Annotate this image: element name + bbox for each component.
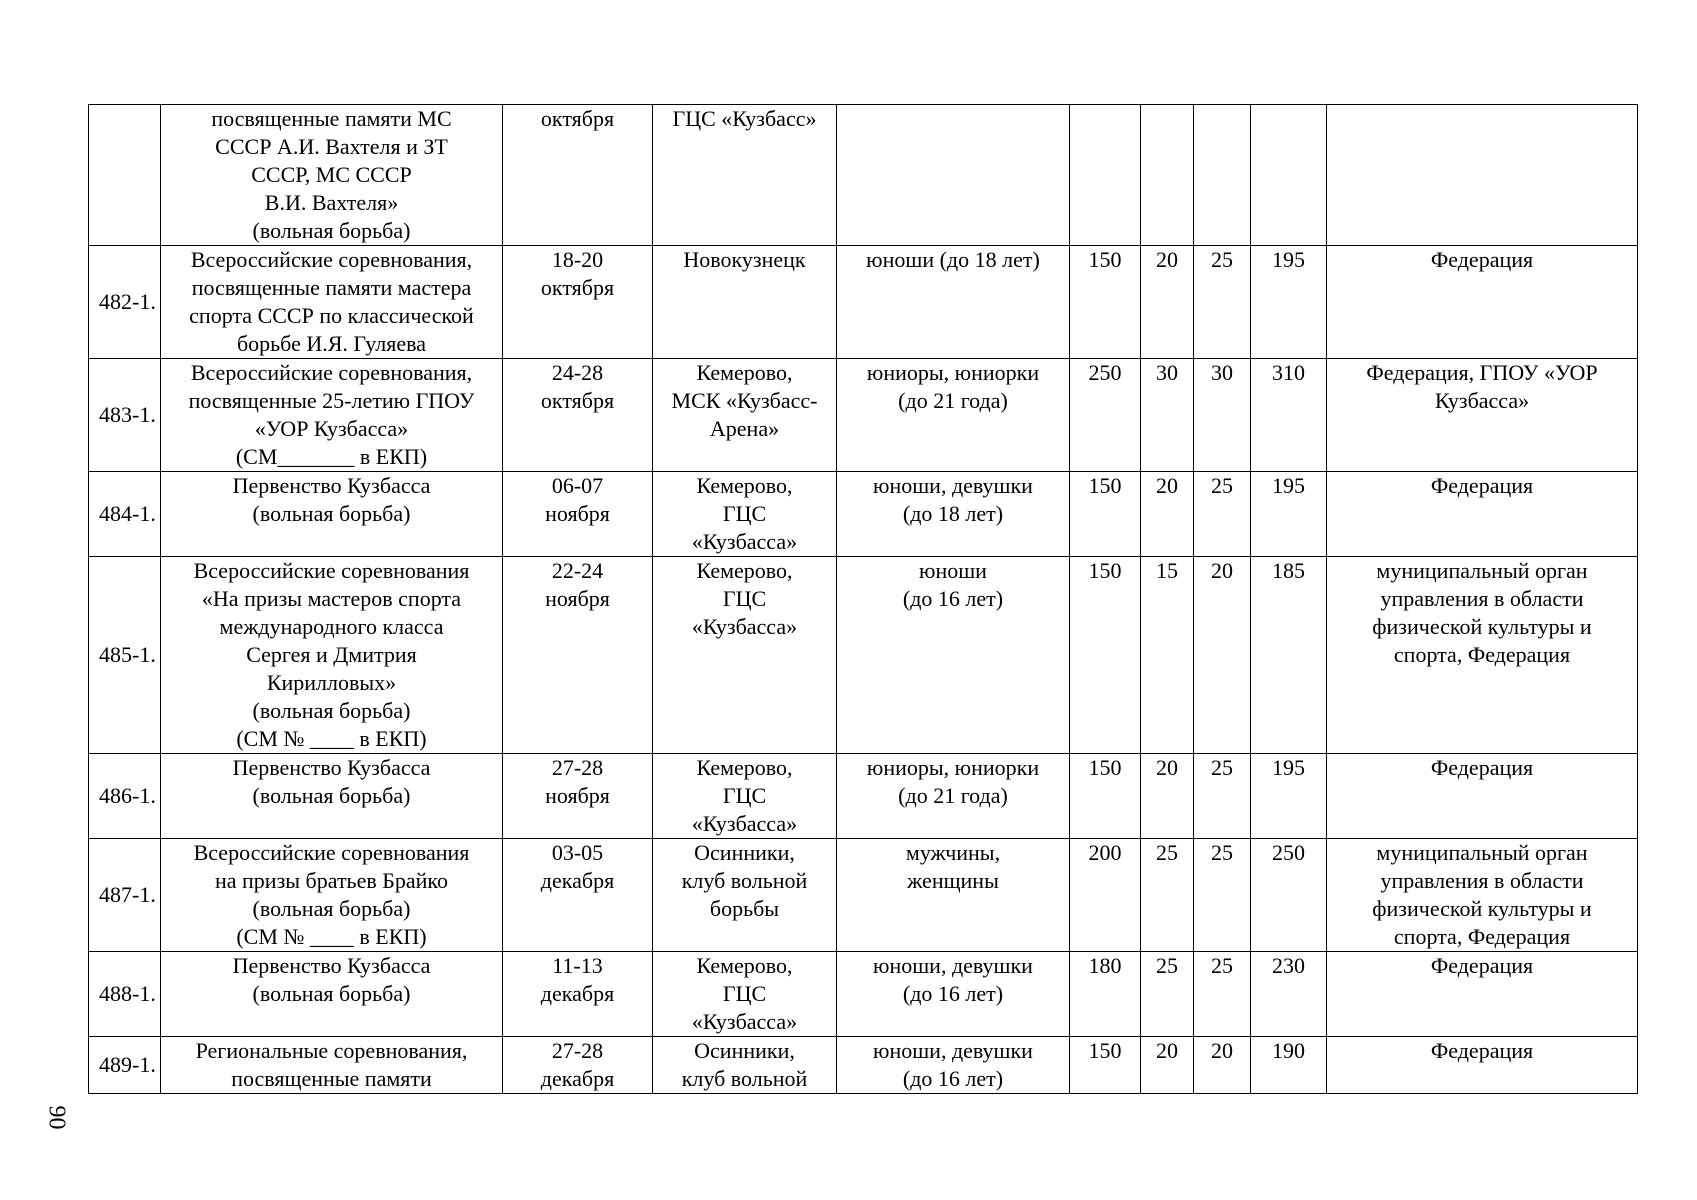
event-name-line: Первенство Кузбасса xyxy=(232,755,431,780)
count-total-cell xyxy=(1251,839,1327,952)
count-coaches-cell xyxy=(1141,754,1194,839)
count-coaches: 25 xyxy=(1156,953,1178,978)
event-name-cell xyxy=(161,246,503,359)
event-name-line: на призы братьев Брайко xyxy=(215,868,448,893)
count-athletes-cell xyxy=(1070,1037,1141,1094)
event-place-line: ГЦС xyxy=(722,586,767,611)
event-place-line: Кемерово, xyxy=(696,953,793,978)
event-place-line: клуб вольной xyxy=(681,1066,808,1091)
count-coaches-cell xyxy=(1141,472,1194,557)
table-row xyxy=(89,472,1638,557)
count-total-cell xyxy=(1251,1037,1327,1094)
table-row xyxy=(89,359,1638,472)
event-organizer-cell xyxy=(1327,246,1638,359)
event-name-line: «На призы мастеров спорта xyxy=(201,586,462,611)
count-coaches: 20 xyxy=(1156,1038,1178,1063)
row-number-cell xyxy=(89,1037,161,1094)
event-participants-line: юноши, девушки xyxy=(873,1038,1033,1063)
event-participants-line: женщины xyxy=(907,868,999,893)
event-name-line: посвященные 25-летию ГПОУ xyxy=(188,388,475,413)
event-name-line: Региональные соревнования, xyxy=(195,1038,468,1063)
event-name-line: Сергея и Дмитрия xyxy=(246,642,417,667)
row-number-cell xyxy=(89,246,161,359)
event-participants-line: юниоры, юниорки xyxy=(866,755,1040,780)
count-total: 190 xyxy=(1272,1038,1305,1063)
event-dates-cell xyxy=(503,952,653,1037)
event-name-line: (вольная борьба) xyxy=(252,981,411,1006)
event-place-line: Новокузнецк xyxy=(683,247,806,272)
event-name-cell xyxy=(161,839,503,952)
count-athletes: 250 xyxy=(1088,360,1122,385)
event-organizer-cell xyxy=(1327,1037,1638,1094)
event-organizer-line: физической культуры и xyxy=(1372,896,1592,921)
event-dates-cell xyxy=(503,105,653,246)
event-participants-line: юноши (до 18 лет) xyxy=(866,247,1040,272)
event-participants-cell xyxy=(837,839,1070,952)
event-place-cell xyxy=(653,359,837,472)
event-dates-line: ноября xyxy=(545,586,610,611)
count-athletes-cell xyxy=(1070,359,1141,472)
event-name-line: Всероссийские соревнования xyxy=(193,840,470,865)
event-organizer-line: управления в области xyxy=(1380,868,1584,893)
count-coaches: 30 xyxy=(1156,360,1178,385)
event-dates-cell xyxy=(503,1037,653,1094)
row-number: 489-1. xyxy=(99,1052,156,1077)
event-name-line: посвященные памяти МС xyxy=(211,106,452,131)
event-organizer-line: Федерация, ГПОУ «УОР xyxy=(1366,360,1598,385)
event-place-cell xyxy=(653,246,837,359)
event-dates-line: 03-05 xyxy=(551,840,604,865)
event-place-line: Осинники, xyxy=(694,1038,795,1063)
count-judges: 20 xyxy=(1211,1038,1233,1063)
event-name-line: Всероссийские соревнования, xyxy=(190,247,473,272)
count-coaches: 25 xyxy=(1156,840,1178,865)
event-participants-line: (до 16 лет) xyxy=(902,1066,1004,1091)
event-organizer-cell xyxy=(1327,839,1638,952)
event-place-line: «Кузбасса» xyxy=(691,811,798,836)
event-name-line: борьбе И.Я. Гуляева xyxy=(236,331,427,356)
event-dates-line: декабря xyxy=(540,868,615,893)
event-dates-cell xyxy=(503,246,653,359)
count-judges-cell xyxy=(1194,359,1251,472)
event-place-cell xyxy=(653,952,837,1037)
table-row xyxy=(89,952,1638,1037)
count-judges: 20 xyxy=(1211,558,1233,583)
event-dates-line: 11-13 xyxy=(552,953,603,978)
event-name-line: (вольная борьба) xyxy=(252,783,411,808)
event-name-cell xyxy=(161,1037,503,1094)
count-athletes: 150 xyxy=(1088,755,1122,780)
row-number: 488-1. xyxy=(99,981,156,1006)
count-coaches: 20 xyxy=(1156,473,1178,498)
count-judges-cell xyxy=(1194,557,1251,754)
count-judges-cell xyxy=(1194,754,1251,839)
row-number-cell xyxy=(89,557,161,754)
event-name-line: (вольная борьба) xyxy=(252,698,411,723)
count-total-cell xyxy=(1251,246,1327,359)
event-participants-line: (до 16 лет) xyxy=(902,981,1004,1006)
event-dates-line: ноября xyxy=(545,783,610,808)
event-place-cell xyxy=(653,557,837,754)
event-participants-cell xyxy=(837,246,1070,359)
count-coaches-cell xyxy=(1141,952,1194,1037)
page-number: 90 xyxy=(43,1105,70,1130)
count-judges: 25 xyxy=(1211,247,1233,272)
count-total: 195 xyxy=(1272,473,1305,498)
count-total: 195 xyxy=(1272,755,1305,780)
event-dates-line: декабря xyxy=(540,1066,615,1091)
event-organizer-cell xyxy=(1327,557,1638,754)
event-name-line: Всероссийские соревнования xyxy=(193,558,470,583)
event-participants-cell xyxy=(837,105,1070,246)
event-dates-line: 22-24 xyxy=(551,558,604,583)
event-dates-line: 06-07 xyxy=(551,473,604,498)
event-name-line: СССР А.И. Вахтеля и ЗТ xyxy=(215,134,448,159)
count-athletes: 150 xyxy=(1088,558,1122,583)
event-place-line: ГЦС xyxy=(722,783,767,808)
row-number: 485-1. xyxy=(99,642,156,667)
event-place-line: Арена» xyxy=(709,416,780,441)
count-coaches: 15 xyxy=(1156,558,1178,583)
event-place-line: ГЦС xyxy=(722,981,767,1006)
count-judges-cell xyxy=(1194,839,1251,952)
event-name-line: «УОР Кузбасса» xyxy=(254,416,409,441)
event-name-line: (СМ № ____ в ЕКП) xyxy=(236,726,427,751)
event-dates-line: октября xyxy=(540,388,615,413)
event-organizer-cell xyxy=(1327,754,1638,839)
event-organizer-line: спорта, Федерация xyxy=(1393,642,1571,667)
table-row xyxy=(89,1037,1638,1094)
event-place-cell xyxy=(653,839,837,952)
count-total: 185 xyxy=(1272,558,1305,583)
event-dates-cell xyxy=(503,557,653,754)
count-judges: 25 xyxy=(1211,953,1233,978)
count-athletes-cell xyxy=(1070,472,1141,557)
row-number-cell xyxy=(89,105,161,246)
count-athletes-cell xyxy=(1070,557,1141,754)
row-number: 482-1. xyxy=(99,289,156,314)
event-organizer-line: спорта, Федерация xyxy=(1393,924,1571,949)
event-place-line: ГЦС xyxy=(722,501,767,526)
event-participants-line: мужчины, xyxy=(905,840,1001,865)
row-number-cell xyxy=(89,952,161,1037)
event-dates-line: декабря xyxy=(540,981,615,1006)
event-organizer-line: Федерация xyxy=(1430,953,1534,978)
event-place-line: ГЦС «Кузбасс» xyxy=(672,106,817,131)
table-row xyxy=(89,246,1638,359)
event-dates-line: 18-20 xyxy=(551,247,604,272)
event-participants-cell xyxy=(837,359,1070,472)
count-judges: 25 xyxy=(1211,473,1233,498)
event-organizer-line: муниципальный орган xyxy=(1376,558,1588,583)
event-dates-cell xyxy=(503,472,653,557)
row-number-cell xyxy=(89,839,161,952)
events-table-body xyxy=(89,105,1638,1094)
row-number: 484-1. xyxy=(99,501,156,526)
event-organizer-line: Кузбасса» xyxy=(1434,388,1530,413)
count-coaches-cell xyxy=(1141,359,1194,472)
event-organizer-cell xyxy=(1327,952,1638,1037)
event-name-cell xyxy=(161,557,503,754)
event-name-cell xyxy=(161,952,503,1037)
event-place-line: Кемерово, xyxy=(696,473,793,498)
count-athletes-cell xyxy=(1070,839,1141,952)
count-total: 250 xyxy=(1272,840,1305,865)
event-place-line: Кемерово, xyxy=(696,755,793,780)
event-organizer-line: управления в области xyxy=(1380,586,1584,611)
event-place-cell xyxy=(653,105,837,246)
event-organizer-line: Федерация xyxy=(1430,247,1534,272)
event-dates-cell xyxy=(503,754,653,839)
count-total-cell xyxy=(1251,557,1327,754)
event-dates-cell xyxy=(503,359,653,472)
event-dates-line: 27-28 xyxy=(551,755,604,780)
event-name-line: (вольная борьба) xyxy=(252,501,411,526)
event-organizer-line: физической культуры и xyxy=(1372,614,1592,639)
event-name-cell xyxy=(161,359,503,472)
event-participants-line: (до 16 лет) xyxy=(902,586,1004,611)
event-dates-cell xyxy=(503,839,653,952)
row-number-cell xyxy=(89,359,161,472)
event-name-line: Первенство Кузбасса xyxy=(232,473,431,498)
count-total-cell xyxy=(1251,754,1327,839)
event-place-line: «Кузбасса» xyxy=(691,1009,798,1034)
event-place-cell xyxy=(653,1037,837,1094)
count-total-cell xyxy=(1251,952,1327,1037)
event-name-line: международного класса xyxy=(219,614,444,639)
count-coaches-cell xyxy=(1141,246,1194,359)
event-organizer-cell xyxy=(1327,105,1638,246)
event-participants-line: юниоры, юниорки xyxy=(866,360,1040,385)
event-place-cell xyxy=(653,754,837,839)
row-number: 483-1. xyxy=(99,402,156,427)
count-total: 230 xyxy=(1272,953,1305,978)
event-organizer-cell xyxy=(1327,472,1638,557)
count-judges-cell xyxy=(1194,1037,1251,1094)
count-coaches: 20 xyxy=(1156,247,1178,272)
event-name-line: В.И. Вахтеля» xyxy=(264,190,399,215)
count-coaches-cell xyxy=(1141,1037,1194,1094)
event-name-line: Кирилловых» xyxy=(266,670,397,695)
event-name-cell xyxy=(161,472,503,557)
count-athletes: 200 xyxy=(1088,840,1122,865)
table-row xyxy=(89,557,1638,754)
count-coaches-cell xyxy=(1141,839,1194,952)
event-dates-line: 24-28 xyxy=(551,360,604,385)
event-dates-line: 27-28 xyxy=(551,1038,604,1063)
event-name-line: посвященные памяти xyxy=(231,1066,432,1091)
count-athletes: 150 xyxy=(1088,1038,1122,1063)
event-name-line: Первенство Кузбасса xyxy=(232,953,431,978)
row-number: 487-1. xyxy=(99,882,156,907)
event-name-line: спорта СССР по классической xyxy=(189,303,474,328)
event-participants-line: (до 18 лет) xyxy=(902,501,1004,526)
count-judges-cell xyxy=(1194,472,1251,557)
event-place-cell xyxy=(653,472,837,557)
event-dates-line: октября xyxy=(540,275,615,300)
event-place-line: «Кузбасса» xyxy=(691,614,798,639)
count-judges-cell xyxy=(1194,105,1251,246)
event-participants-cell xyxy=(837,472,1070,557)
event-place-line: МСК «Кузбасс- xyxy=(671,388,818,413)
event-name-line: посвященные памяти мастера xyxy=(191,275,472,300)
event-participants-cell xyxy=(837,754,1070,839)
event-organizer-cell xyxy=(1327,359,1638,472)
event-name-line: (СМ_______ в ЕКП) xyxy=(235,444,428,469)
event-participants-cell xyxy=(837,1037,1070,1094)
count-coaches: 20 xyxy=(1156,755,1178,780)
table-row xyxy=(89,105,1638,246)
event-organizer-line: Федерация xyxy=(1430,1038,1534,1063)
table-row xyxy=(89,839,1638,952)
event-participants-cell xyxy=(837,952,1070,1037)
event-participants-line: юноши xyxy=(919,558,987,583)
count-athletes: 150 xyxy=(1088,247,1122,272)
event-organizer-line: Федерация xyxy=(1430,473,1534,498)
event-place-line: Кемерово, xyxy=(696,360,793,385)
count-judges: 25 xyxy=(1211,755,1233,780)
events-table xyxy=(88,104,1638,1094)
count-total: 195 xyxy=(1272,247,1305,272)
event-participants-line: (до 21 года) xyxy=(898,388,1008,413)
event-participants-cell xyxy=(837,557,1070,754)
event-dates-line: ноября xyxy=(545,501,610,526)
count-total-cell xyxy=(1251,359,1327,472)
count-total: 310 xyxy=(1272,360,1305,385)
count-coaches-cell xyxy=(1141,557,1194,754)
count-athletes: 180 xyxy=(1088,953,1122,978)
count-athletes-cell xyxy=(1070,952,1141,1037)
count-total-cell xyxy=(1251,105,1327,246)
event-name-line: СССР, МС СССР xyxy=(251,162,412,187)
count-judges: 25 xyxy=(1211,840,1233,865)
table-row xyxy=(89,754,1638,839)
event-participants-line: юноши, девушки xyxy=(873,953,1033,978)
count-coaches-cell xyxy=(1141,105,1194,246)
count-total-cell xyxy=(1251,472,1327,557)
event-name-cell xyxy=(161,105,503,246)
count-judges-cell xyxy=(1194,246,1251,359)
count-judges-cell xyxy=(1194,952,1251,1037)
event-name-cell xyxy=(161,754,503,839)
count-athletes-cell xyxy=(1070,246,1141,359)
event-dates-line: октября xyxy=(540,106,615,131)
event-place-line: клуб вольной xyxy=(681,868,808,893)
event-name-line: (СМ № ____ в ЕКП) xyxy=(236,924,427,949)
event-name-line: (вольная борьба) xyxy=(252,218,411,243)
event-participants-line: юноши, девушки xyxy=(873,473,1033,498)
count-athletes: 150 xyxy=(1088,473,1122,498)
event-organizer-line: муниципальный орган xyxy=(1376,840,1588,865)
event-organizer-line: Федерация xyxy=(1430,755,1534,780)
event-name-line: (вольная борьба) xyxy=(252,896,411,921)
event-place-line: Кемерово, xyxy=(696,558,793,583)
event-name-line: Всероссийские соревнования, xyxy=(190,360,473,385)
row-number-cell xyxy=(89,472,161,557)
row-number: 486-1. xyxy=(99,783,156,808)
event-place-line: «Кузбасса» xyxy=(691,529,798,554)
row-number-cell xyxy=(89,754,161,839)
count-athletes-cell xyxy=(1070,754,1141,839)
count-athletes-cell xyxy=(1070,105,1141,246)
event-place-line: борьбы xyxy=(709,896,780,921)
count-judges: 30 xyxy=(1211,360,1233,385)
event-place-line: Осинники, xyxy=(694,840,795,865)
event-participants-line: (до 21 года) xyxy=(898,783,1008,808)
